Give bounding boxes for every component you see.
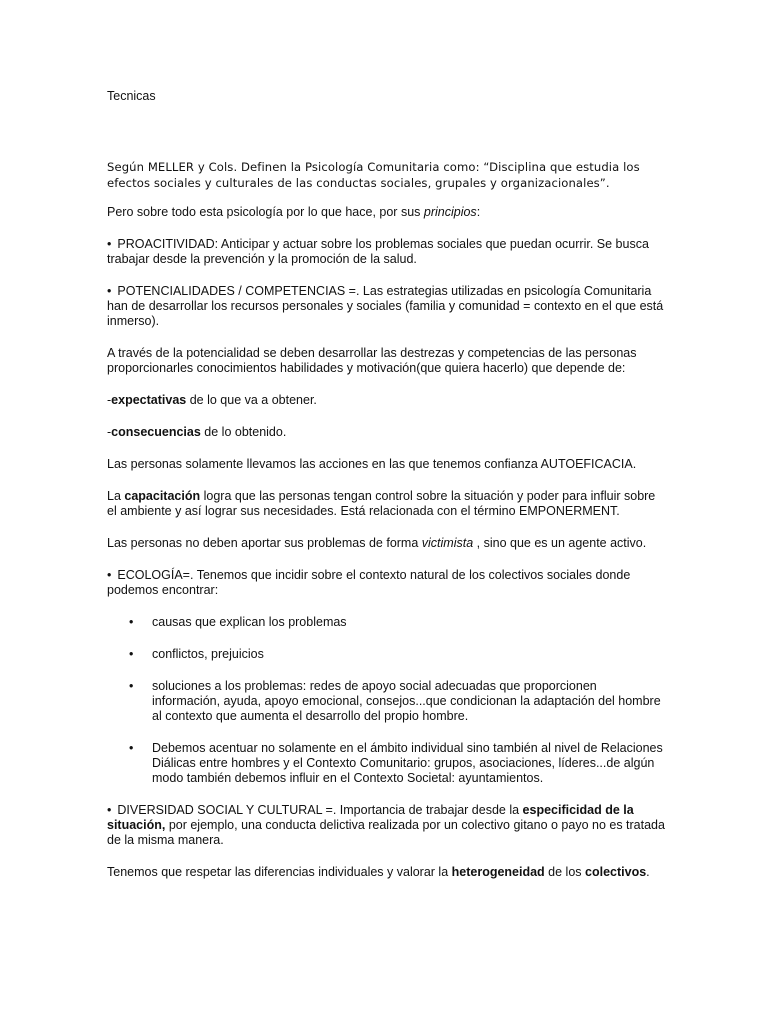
ecologia-paragraph bbox=[107, 568, 667, 598]
bullet-icon: • bbox=[107, 803, 112, 817]
bullet-icon: • bbox=[107, 568, 112, 582]
respetar-middle: de los bbox=[544, 865, 586, 879]
bullet-icon: • bbox=[129, 679, 134, 693]
definition-paragraph: Según MELLER y Cols. Definen la Psicología Comunitaria como: “Disciplina que estudia los efectos sociales y culturales de las conductas sociales, grupales y organizacionales”. bbox=[107, 160, 640, 190]
expectativas-paragraph bbox=[107, 393, 667, 408]
capacitacion-before: La bbox=[107, 489, 125, 503]
expectativas-bold: expectativas bbox=[111, 393, 187, 407]
victimista-before: Las personas no deben aportar sus problemas de forma bbox=[107, 536, 422, 550]
victimista-paragraph bbox=[107, 536, 667, 551]
proactividad-text: PROACITIVIDAD: Anticipar y actuar sobre los problemas sociales que puedan ocurrir. Se busca trabajar desde la prevención y la promoción de la salud. bbox=[107, 237, 649, 266]
diversidad-after: por ejemplo, una conducta delictiva realizada por un colectivo gitano o payo no es tratada de la misma manera. bbox=[107, 818, 665, 847]
intro-text: Pero sobre todo esta psicología por lo que hace, por sus bbox=[107, 205, 424, 219]
potencialidades-paragraph bbox=[107, 284, 667, 329]
list-item-text: soluciones a los problemas: redes de apoyo social adecuadas que proporcionen información, ayuda, apoyo emocional, consejos...que condicionan la adaptación del hombre al contexto que aumenta el desarrollo del propio hombre. bbox=[152, 679, 661, 723]
colectivos-bold: colectivos bbox=[585, 865, 647, 879]
respetar-paragraph bbox=[107, 865, 667, 880]
ecologia-text: ECOLOGÍA=. Tenemos que incidir sobre el contexto natural de los colectivos sociales donde podemos encontrar: bbox=[107, 568, 631, 597]
expectativas-rest: de lo que va a obtener. bbox=[186, 393, 317, 407]
document-page bbox=[107, 89, 667, 897]
victimista-emphasis: victimista bbox=[421, 536, 474, 550]
ecologia-sub-list bbox=[107, 615, 667, 786]
dash-prefix: - bbox=[107, 393, 112, 407]
respetar-before: Tenemos que respetar las diferencias individuales y valorar la bbox=[107, 865, 452, 879]
list-item bbox=[107, 615, 667, 630]
bullet-icon: • bbox=[107, 284, 112, 298]
consecuencias-bold: consecuencias bbox=[111, 425, 201, 439]
traves-paragraph: A través de la potencialidad se deben desarrollar las destrezas y competencias de las personas proporcionarles conocimientos habilidades y motivación(que quiera hacerlo) que depende de: bbox=[107, 346, 637, 375]
diversidad-bold: especificidad de la situación, bbox=[107, 803, 634, 832]
list-item-text: causas que explican los problemas bbox=[152, 615, 347, 629]
bullet-icon: • bbox=[129, 741, 134, 755]
consecuencias-rest: de lo obtenido. bbox=[200, 425, 287, 439]
heterogeneidad-bold: heterogeneidad bbox=[451, 865, 545, 879]
list-item bbox=[107, 741, 667, 786]
list-item bbox=[107, 679, 667, 724]
principios-emphasis: principios bbox=[423, 205, 477, 219]
bullet-icon: • bbox=[129, 647, 134, 661]
dash-prefix: - bbox=[107, 425, 112, 439]
bullet-icon: • bbox=[107, 237, 112, 251]
list-item-text: conflictos, prejuicios bbox=[152, 647, 264, 661]
proactividad-paragraph bbox=[107, 237, 667, 267]
intro-colon: : bbox=[476, 205, 481, 219]
victimista-after: , sino que es un agente activo. bbox=[473, 536, 647, 550]
capacitacion-after: logra que las personas tengan control sobre la situación y poder para influir sobre el ambiente y así lograr sus necesidades. Está relacionada con el término EMPONERMENT. bbox=[107, 489, 656, 518]
consecuencias-paragraph bbox=[107, 425, 667, 440]
list-item bbox=[107, 647, 667, 662]
bullet-icon: • bbox=[129, 615, 134, 629]
document-title: Tecnicas bbox=[107, 89, 156, 103]
potencialidades-text: POTENCIALIDADES / COMPETENCIAS =. Las estrategias utilizadas en psicología Comunitaria han de desarrollar los recursos personales y sociales (familia y comunidad = contexto en el que está inmerso). bbox=[107, 284, 664, 328]
diversidad-before: DIVERSIDAD SOCIAL Y CULTURAL =. Importancia de trabajar desde la bbox=[117, 803, 523, 817]
diversidad-paragraph bbox=[107, 803, 667, 848]
capacitacion-bold: capacitación bbox=[124, 489, 201, 503]
intro-paragraph bbox=[107, 205, 667, 220]
list-item-text: Debemos acentuar no solamente en el ámbito individual sino también al nivel de Relaciones Diálicas entre hombres y el Contexto Comunitario: grupos, asociaciones, líderes...de algún modo también debemos influir en el Contexto Societal: ayuntamientos. bbox=[152, 741, 663, 785]
capacitacion-paragraph bbox=[107, 489, 667, 519]
autoeficacia-paragraph: Las personas solamente llevamos las acciones en las que tenemos confianza AUTOEFICACIA. bbox=[107, 457, 637, 471]
respetar-after: . bbox=[646, 865, 650, 879]
